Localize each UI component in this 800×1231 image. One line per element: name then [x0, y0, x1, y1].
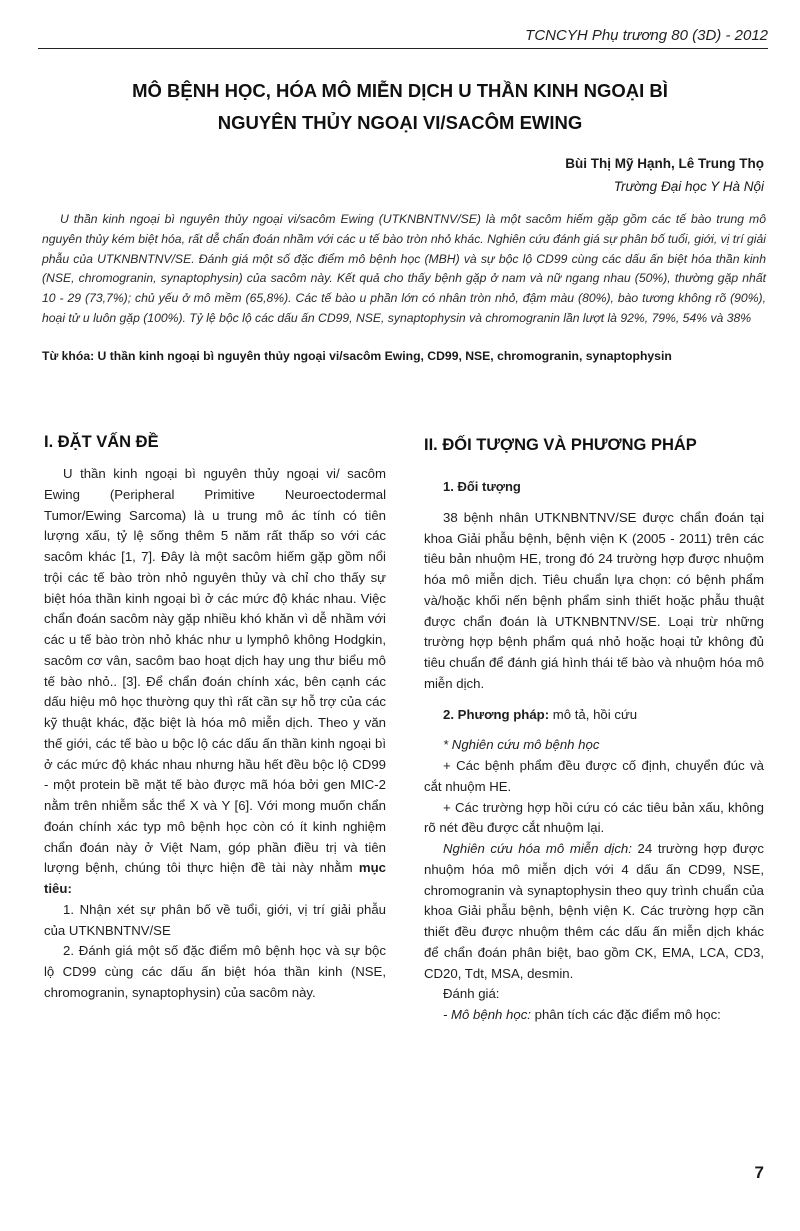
abstract: U thần kinh ngoại bì nguyên thủy ngoại vi/sacôm Ewing (UTKNBNTNV/SE) là một sacôm hiếm gặp gồm các tế bào trung mô nguyên thủy kém biệt hóa, rất dễ chẩn đoán nhầm với các u tế bào tròn nhỏ khác. Nghiên cứu đánh giá sự phân bố tuổi, giới, vị trí giải phẫu của UTKNBNTNV/SE. Đánh giá một số đặc điểm mô bệnh học (MBH) và sự bộc lộ CD99 cùng các dấu ấn biệt hóa thần kinh (NSE, chromogranin, synaptophysin) của sacôm này. Kết quả cho thấy bệnh gặp ở nam và nữ ngang nhau (50%), thường gặp nhất 10 - 29 (73,7%); chủ yếu ở mô mềm (65,8%). Các tế bào u phần lớn có nhân tròn nhỏ, đậm màu (80%), bào tương không rõ (90%), hoại tử u luôn gặp (100%). Tỷ lệ bộc lộ các dấu ấn CD99, NSE, synaptophysin và chromogranin lần lượt là 92%, 79%, 54% và 38% [42, 212, 766, 325]
right-column [424, 433, 764, 1026]
journal-header: TCNCYH Phụ trương 80 (3D) - 2012 [525, 27, 768, 44]
subheading-subjects: 1. Đối tượng [443, 479, 521, 494]
left-column [44, 430, 386, 1004]
page-number: 7 [754, 1163, 764, 1182]
objective-1: 1. Nhận xét sự phân bố về tuổi, giới, vị trí giải phẫu của UTKNBNTNV/SE [44, 901, 386, 938]
author-names: Bùi Thị Mỹ Hạnh, Lê Trung Thọ [565, 156, 764, 171]
intro-paragraph-1-text: U thần kinh ngoại bì nguyên thủy ngoại vi/ sacôm Ewing (Peripheral Primitive Neuroectodermal Tumor/Ewing Sarcoma) là u trung mô ác tính có tiên lượng xấu, tỷ lệ sống thêm 5 năm rất thấp so với các sacôm khác [1, 7]. Đây là một sacôm hiếm gặp gồm nổi trội các tế bào tròn nhỏ nguyên thủy và chỉ cho thấy sự biệt hóa thần kinh ngoại bì ở các mức độ khác nhau. Việc chẩn đoán sacôm này gặp nhiều khó khăn vì dễ nhầm với các u tế bào tròn nhỏ khác như u lymphô không Hodgkin, sacôm cơ vân, sacôm bao hoạt dịch hay ung thư biểu mô tế bào nhỏ.. [3]. Để chẩn đoán chính xác, bên cạnh các dấu hiệu mô học thường quy thì rất cần sự hỗ trợ của các kỹ thuật khác, đặc biệt là hóa mô miễn dịch. Theo y văn thế giới, các tế bào u bộc lộ các dấu ấn thần kinh ngoại bì ở các mức độ khác nhau nhưng hầu hết đều bộc lộ CD99 - một protein bề mặt tế bào được mã hóa bởi gen MIC-2 nằm trên nhiễm sắc thể X và Y [6]. Với mong muốn chẩn đoán chính xác typ mô bệnh học còn có ít kinh nghiệm chẩn đoán này ở Việt Nam, góp phần điều trị và tiên lượng bệnh, chúng tôi thực hiện đề tài này nhằm [44, 466, 386, 876]
section-heading-methods: II. ĐỐI TƯỢNG VÀ PHƯƠNG PHÁP [424, 436, 697, 454]
subheading-method [424, 705, 764, 726]
section-heading-introduction: I. ĐẶT VẤN ĐỀ [44, 433, 159, 451]
histology-study-label [424, 735, 764, 756]
evaluation-label: Đánh giá: [443, 986, 500, 1002]
histology-evaluation [424, 1005, 764, 1026]
method-type: mô tả, hồi cứu [549, 706, 638, 722]
objective-2: 2. Đánh giá một số đặc điểm mô bệnh học và sự bộc lộ CD99 cùng các dấu ấn biệt hóa thần kinh (NSE, chromogranin, synaptophysin) của sacôm này. [44, 943, 386, 1000]
title-line-1: MÔ BỆNH HỌC, HÓA MÔ MIỄN DỊCH U THẦN KINH NGOẠI BÌ [132, 80, 668, 101]
method-label: 2. Phương pháp: [443, 706, 550, 722]
objectives-label: mục tiêu: [44, 860, 386, 896]
spacer [424, 725, 764, 735]
histology-evaluation-label: - Mô bệnh học: [443, 1007, 531, 1022]
method-item-2: + Các trường hợp hồi cứu có các tiêu bản xấu, không rõ nét đều được cắt nhuộm lại. [424, 799, 764, 836]
histology-evaluation-text: phân tích các đặc điểm mô học: [530, 1007, 721, 1022]
spacer [424, 695, 764, 705]
ihc-paragraph [424, 839, 764, 984]
title-line-2: NGUYÊN THỦY NGOẠI VI/SACÔM EWING [217, 112, 583, 133]
histology-study-text: * Nghiên cứu mô bệnh học [443, 737, 600, 753]
intro-paragraph-1 [44, 464, 386, 900]
author-block [565, 152, 764, 198]
article-title [40, 75, 760, 139]
method-item-1: + Các bệnh phẩm đều được cố định, chuyển đúc và cắt nhuộm HE. [424, 758, 764, 794]
header-rule [38, 48, 768, 49]
ihc-label: Nghiên cứu hóa mô miễn dịch: [443, 841, 632, 856]
author-affiliation: Trường Đại học Y Hà Nội [613, 179, 764, 194]
keywords: Từ khóa: U thần kinh ngoại bì nguyên thủy ngoại vi/sacôm Ewing, CD99, NSE, chromogranin, synaptophysin [42, 349, 672, 363]
subjects-paragraph: 38 bệnh nhân UTKNBNTNV/SE được chẩn đoán tại khoa Giải phẫu bệnh, bệnh viện K (2005 - 2011) trên các tiêu bản nhuộm HE, trong đó 24 trường hợp được nhuộm hóa mô miễn dịch. Tiêu chuẩn lựa chọn: có bệnh phẩm và/hoặc khối nến bệnh phẩm sinh thiết hoặc phẫu thuật được chẩn đoán là UTKNBNTNV/SE. Loại trừ những trường hợp bệnh phẩm quá nhỏ hoặc hoại tử không đủ tiêu chuẩn để đánh giá hình thái tế bào và nhuộm hóa mô miễn dịch. [424, 509, 764, 691]
ihc-text: 24 trường hợp được nhuộm hóa mô miễn dịch với 4 dấu ấn CD99, NSE, chromogranin và synaptophysin theo quy trình chuẩn của khoa Giải phẫu bệnh, bệnh viện K. Các trường hợp cần thiết đều được nhuộm thêm các dấu ấn miễn dịch khác để chẩn đoán phân biệt, bao gồm CK, EMA, LCA, CD3, CD20, Tdt, MSA, desmin. [424, 841, 764, 981]
